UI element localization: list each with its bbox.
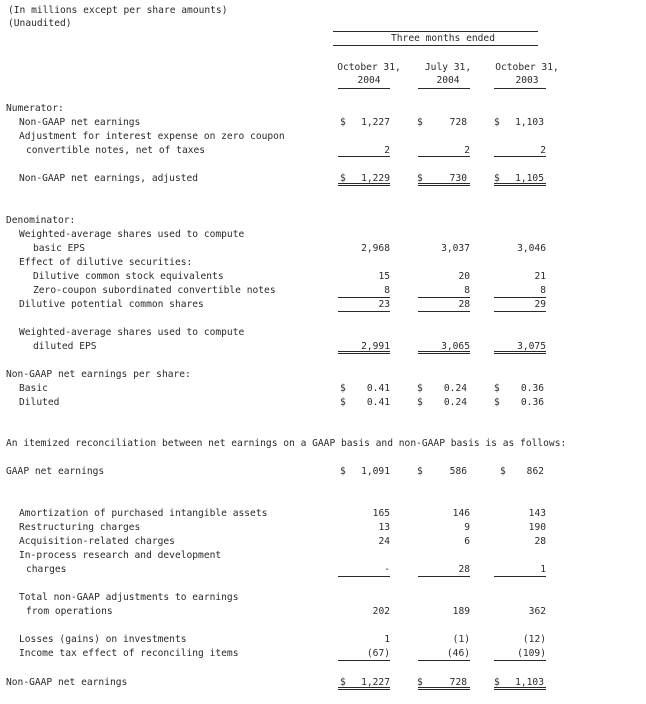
subtotal-rule: [418, 311, 470, 312]
currency-sign: $: [417, 397, 423, 408]
currency-sign: $: [417, 677, 423, 688]
currency-sign: $: [417, 383, 423, 394]
row-label-cont: from operations: [26, 606, 113, 617]
col1-heading-line2: 2004: [357, 75, 381, 86]
cell-col3: 0.36: [520, 397, 544, 408]
cell-col2: 8: [464, 285, 470, 296]
col2-heading-rule: [418, 88, 470, 89]
units-note: (In millions except per share amounts): [8, 5, 228, 16]
total-double-rule: [418, 687, 470, 690]
cell-col1: 202: [372, 606, 390, 617]
currency-sign: $: [417, 466, 423, 477]
numerator-heading: Numerator:: [6, 103, 64, 114]
cell-col2: 28: [458, 564, 470, 575]
row-label: Diluted: [19, 397, 60, 408]
cell-col2: 20: [458, 271, 470, 282]
subtotal-rule: [494, 660, 546, 661]
row-label: Dilutive common stock equivalents: [33, 271, 224, 282]
row-label-cont: charges: [26, 564, 67, 575]
total-double-rule: [494, 687, 546, 690]
cell-col1: 24: [378, 536, 390, 547]
cell-col2: 9: [464, 522, 470, 533]
row-label: Acquisition-related charges: [19, 536, 175, 547]
cell-col3: 143: [528, 508, 546, 519]
cell-col2: (46): [446, 648, 470, 659]
cell-col3: (12): [522, 634, 546, 645]
currency-sign: $: [340, 383, 346, 394]
cell-col2: 730: [449, 173, 467, 184]
cell-col1: 13: [378, 522, 390, 533]
subtotal-rule: [418, 660, 470, 661]
subtotal-rule: [418, 297, 470, 298]
total-double-rule: [494, 183, 546, 186]
col1-heading-rule: [338, 88, 390, 89]
cell-col2: 0.24: [443, 383, 467, 394]
col1-heading-line1: October 31,: [337, 62, 401, 73]
cell-col1: 15: [378, 271, 390, 282]
three-months-underline: [333, 45, 538, 46]
row-label: Non-GAAP net earnings: [19, 117, 141, 128]
unaudited-note: (Unaudited): [8, 18, 72, 29]
cell-col2: 6: [464, 536, 470, 547]
three-months-overline: [333, 31, 538, 32]
cell-col1: 2,968: [361, 243, 390, 254]
col3-heading-rule: [494, 88, 546, 89]
cell-col1: 23: [378, 299, 390, 310]
row-label: Basic: [19, 383, 48, 394]
denominator-heading: Denominator:: [6, 215, 76, 226]
total-double-rule: [338, 687, 390, 690]
cell-col3: 3,046: [517, 243, 546, 254]
row-label-cont: convertible notes, net of taxes: [26, 145, 206, 156]
subtotal-rule: [494, 576, 546, 577]
subtotal-rule: [338, 156, 390, 157]
cell-col3: 28: [534, 536, 546, 547]
cell-col3: 362: [528, 606, 546, 617]
cell-col1: 0.41: [366, 383, 390, 394]
cell-col1: 0.41: [366, 397, 390, 408]
row-label: Non-GAAP net earnings: [6, 677, 128, 688]
cell-col1: 165: [372, 508, 390, 519]
cell-col2: 2: [464, 145, 470, 156]
currency-sign: $: [500, 466, 506, 477]
row-label: Adjustment for interest expense on zero coupon: [19, 131, 285, 142]
cell-col3: 0.36: [520, 383, 544, 394]
currency-sign: $: [340, 677, 346, 688]
row-label: Effect of dilutive securities:: [19, 257, 193, 268]
cell-col3: 1,103: [515, 117, 544, 128]
cell-col1: 2,991: [361, 341, 390, 352]
col2-heading-line1: July 31,: [424, 62, 472, 73]
cell-col3: 190: [528, 522, 546, 533]
cell-col3: 1,103: [515, 677, 544, 688]
currency-sign: $: [494, 677, 500, 688]
total-double-rule: [418, 183, 470, 186]
cell-col1: 1: [384, 634, 390, 645]
currency-sign: $: [340, 173, 346, 184]
cell-col2: 728: [449, 117, 467, 128]
row-label: Dilutive potential common shares: [19, 299, 204, 310]
currency-sign: $: [494, 173, 500, 184]
currency-sign: $: [340, 466, 346, 477]
cell-col3: 862: [526, 466, 544, 477]
cell-col3: 21: [534, 271, 546, 282]
row-label-cont: diluted EPS: [33, 341, 97, 352]
cell-col2: 3,037: [441, 243, 470, 254]
row-label: Amortization of purchased intangible assets: [19, 508, 268, 519]
cell-col3: 3,075: [517, 341, 546, 352]
currency-sign: $: [340, 117, 346, 128]
cell-col2: 189: [452, 606, 470, 617]
currency-sign: $: [417, 173, 423, 184]
cell-col3: 1: [540, 564, 546, 575]
total-double-rule: [338, 351, 390, 354]
subtotal-rule: [338, 311, 390, 312]
row-label: GAAP net earnings: [6, 466, 105, 477]
col3-heading-line2: 2003: [515, 75, 539, 86]
row-label: Zero-coupon subordinated convertible notes: [33, 285, 276, 296]
subtotal-rule: [494, 156, 546, 157]
total-double-rule: [418, 351, 470, 354]
subtotal-rule: [494, 297, 546, 298]
cell-col1: 1,227: [361, 117, 390, 128]
row-label: Income tax effect of reconciling items: [19, 648, 239, 659]
row-label: Total non-GAAP adjustments to earnings: [19, 592, 239, 603]
subtotal-rule: [338, 297, 390, 298]
cell-col2: 0.24: [443, 397, 467, 408]
cell-col3: 1,105: [515, 173, 544, 184]
subtotal-rule: [338, 660, 390, 661]
subtotal-rule: [338, 576, 390, 577]
currency-sign: $: [494, 117, 500, 128]
cell-col1: 1,091: [361, 466, 390, 477]
total-double-rule: [494, 351, 546, 354]
subtotal-rule: [418, 576, 470, 577]
cell-col1: 2: [384, 145, 390, 156]
currency-sign: $: [417, 117, 423, 128]
currency-sign: $: [494, 383, 500, 394]
row-label: Restructuring charges: [19, 522, 141, 533]
col3-heading-line1: October 31,: [495, 62, 559, 73]
cell-col3: (109): [517, 648, 546, 659]
cell-col2: 3,065: [441, 341, 470, 352]
cell-col1: 1,229: [361, 173, 390, 184]
subtotal-rule: [418, 156, 470, 157]
row-label: Weighted-average shares used to compute: [19, 327, 245, 338]
row-label: Non-GAAP net earnings, adjusted: [19, 173, 199, 184]
cell-col1: 1,227: [361, 677, 390, 688]
cell-col3: 8: [540, 285, 546, 296]
cell-col1: 8: [384, 285, 390, 296]
row-label-cont: basic EPS: [33, 243, 85, 254]
col2-heading-line2: 2004: [436, 75, 460, 86]
row-label: In-process research and development: [19, 550, 222, 561]
cell-col1: -: [384, 564, 390, 575]
currency-sign: $: [340, 397, 346, 408]
cell-col2: 728: [449, 677, 467, 688]
currency-sign: $: [494, 397, 500, 408]
cell-col2: 146: [452, 508, 470, 519]
row-label: Weighted-average shares used to compute: [19, 229, 245, 240]
reconciliation-intro: An itemized reconciliation between net earnings on a GAAP basis and non-GAAP basis is as follows:: [6, 438, 567, 449]
subtotal-rule: [494, 311, 546, 312]
cell-col3: 29: [534, 299, 546, 310]
total-double-rule: [338, 183, 390, 186]
cell-col2: (1): [452, 634, 470, 645]
cell-col1: (67): [366, 648, 390, 659]
three-months-heading: Three months ended: [391, 33, 495, 44]
row-label: Losses (gains) on investments: [19, 634, 187, 645]
cell-col2: 586: [449, 466, 467, 477]
eps-heading: Non-GAAP net earnings per share:: [6, 369, 191, 380]
cell-col3: 2: [540, 145, 546, 156]
cell-col2: 28: [458, 299, 470, 310]
